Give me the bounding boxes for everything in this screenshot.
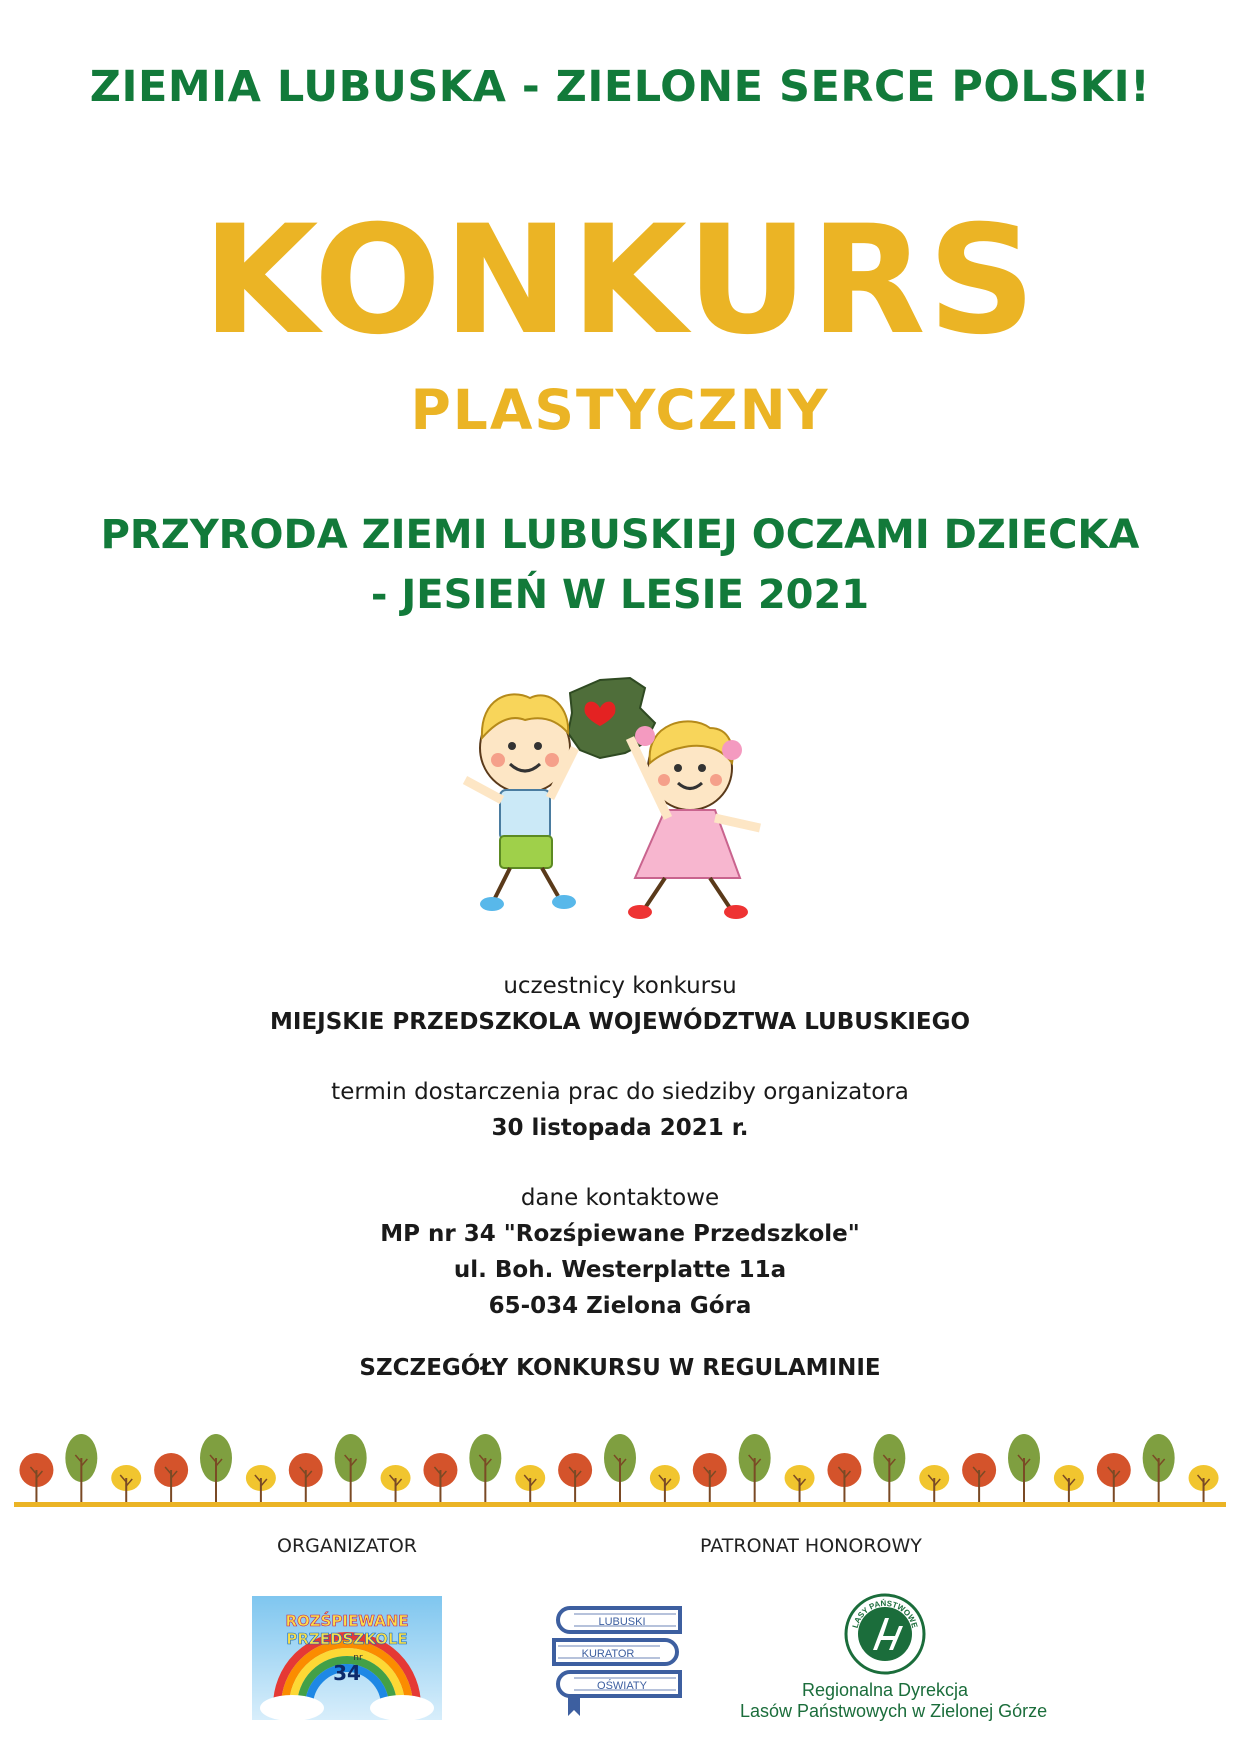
tree-icon [200, 1434, 232, 1504]
details-block [0, 1350, 1240, 1386]
tree-icon [1008, 1434, 1040, 1504]
deadline-block [0, 1074, 1240, 1146]
tree-icon [1054, 1465, 1084, 1504]
kurator-logo-line1: LUBUSKI [598, 1616, 646, 1628]
tree-icon [1143, 1434, 1175, 1504]
map-of-lubuskie-icon [568, 678, 655, 758]
theme-line-1: PRZYRODA ZIEMI LUBUSKIEJ OCZAMI DZIECKA [100, 512, 1140, 558]
contact-label: dane kontaktowe [520, 1185, 720, 1211]
tree-icon [558, 1453, 592, 1504]
contact-line-2: ul. Boh. Westerplatte 11a [453, 1257, 787, 1283]
tree-icon [335, 1434, 367, 1504]
kurator-logo-line3: OŚWIATY [597, 1680, 647, 1692]
tree-icon [873, 1434, 905, 1504]
tree-icon [1097, 1453, 1131, 1504]
contact-block [0, 1180, 1240, 1324]
lasy-logo-ring-text: LASY PAŃSTWOWE [850, 1598, 920, 1630]
organizer-logo-number: 34 [333, 1661, 361, 1685]
tree-icon [919, 1465, 949, 1504]
tree-icon [423, 1453, 457, 1504]
lasy-logo-caption [740, 1680, 1048, 1722]
tree-icon [469, 1434, 501, 1504]
kurator-logo-line2: KURATOR [581, 1648, 635, 1660]
deadline-value: 30 listopada 2021 r. [491, 1115, 749, 1141]
tree-icon [289, 1453, 323, 1504]
lasy-logo-line-2: Lasów Państwowych w Zielonej Górze [740, 1701, 1048, 1721]
organizer-logo [252, 1596, 442, 1720]
organizer-logo-line2: PRZEDSZKOLE [286, 1630, 408, 1648]
tree-icon [604, 1434, 636, 1504]
top-title: ZIEMIA LUBUSKA - ZIELONE SERCE POLSKI! [89, 62, 1151, 112]
tree-icon [381, 1465, 411, 1504]
participants-label: uczestnicy konkursu [503, 973, 737, 999]
girl-figure [628, 721, 760, 919]
tree-icon [785, 1465, 815, 1504]
tree-icon [693, 1453, 727, 1504]
main-heading: KONKURS [202, 194, 1038, 368]
tree-icon [827, 1453, 861, 1504]
tree-icon [65, 1434, 97, 1504]
tree-icon [154, 1453, 188, 1504]
participants-value: MIEJSKIE PRZEDSZKOLA WOJEWÓDZTWA LUBUSKIEGO [270, 1009, 970, 1035]
tree-icon [111, 1465, 141, 1504]
organizer-logo-nr: nr [353, 1653, 363, 1663]
kurator-logo [540, 1600, 690, 1718]
tree-icon [19, 1453, 53, 1504]
theme-line-2: - JESIEŃ W LESIE 2021 [370, 572, 870, 618]
sub-heading: PLASTYCZNY [410, 378, 830, 442]
boy-figure [465, 694, 576, 911]
organizer-label: ORGANIZATOR [277, 1535, 417, 1557]
contest-theme [0, 505, 1240, 625]
tree-icon [650, 1465, 680, 1504]
contact-line-3: 65-034 Zielona Góra [488, 1293, 752, 1319]
lasy-logo-line-1: Regionalna Dyrekcja [801, 1680, 969, 1700]
contact-line-1: MP nr 34 "Rozśpiewane Przedszkole" [380, 1221, 860, 1247]
tree-icon [1189, 1465, 1219, 1504]
lasy-panstwowe-logo [843, 1592, 927, 1676]
details-note: SZCZEGÓŁY KONKURSU W REGULAMINIE [359, 1355, 881, 1381]
tree-icon [739, 1434, 771, 1504]
organizer-logo-line1: ROZŚPIEWANE [285, 1612, 409, 1630]
tree-icon [962, 1453, 996, 1504]
kids-illustration [440, 668, 810, 928]
patron-label: PATRONAT HONOROWY [700, 1535, 922, 1557]
tree-row-decoration [14, 1420, 1226, 1510]
tree-icon [246, 1465, 276, 1504]
participants-block [0, 968, 1240, 1040]
deadline-label: termin dostarczenia prac do siedziby organizatora [331, 1079, 909, 1105]
tree-icon [515, 1465, 545, 1504]
ground-line [14, 1502, 1226, 1507]
